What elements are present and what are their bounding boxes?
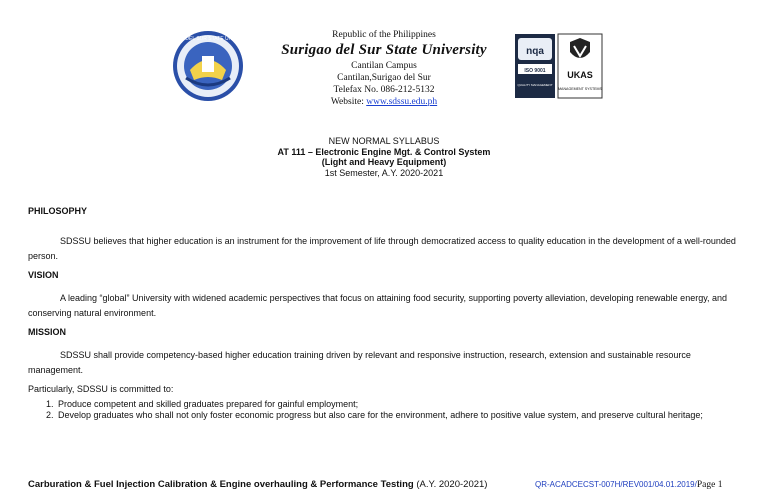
list-item-text: Produce competent and skilled graduates prepared for gainful employment; <box>58 399 359 409</box>
iso-caption: QUALITY MANAGEMENT <box>517 83 553 87</box>
telefax-number: Telefax No. 086-212-5132 <box>333 85 435 95</box>
website-line <box>250 96 518 108</box>
commitment-intro: Particularly, SDSSU is committed to: <box>28 384 174 394</box>
website-link[interactable]: www.sdssu.edu.ph <box>366 97 438 107</box>
vision-heading: VISION <box>28 270 59 280</box>
university-name: Surigao del Sur State University <box>281 42 487 58</box>
mission-text: SDSSU shall provide competency-based higher education training driven by relevant and responsive instruction, research, extension and sustainable resource management. <box>28 350 691 375</box>
footer-academic-year: (A.Y. 2020-2021) <box>413 479 488 490</box>
mission-heading: MISSION <box>28 327 67 337</box>
footer-course-name: Carburation & Fuel Injection Calibration & Engine overhauling & Performance Testing <box>28 479 414 490</box>
seal-text: SURIGAO DEL SUR STATE UNIVERSITY <box>160 36 256 42</box>
list-item <box>28 410 743 421</box>
ukas-certification-logo <box>558 34 602 98</box>
mission-commitment-list <box>28 399 743 420</box>
list-item-text: Develop graduates who shall not only foster economic progress but also care for the environment, adhere to positive value system, and preserve cultural heritage; <box>58 409 703 420</box>
ukas-brand: UKAS <box>567 70 593 80</box>
semester-line: 1st Semester, A.Y. 2020-2021 <box>324 167 444 178</box>
footer-course <box>28 479 487 490</box>
iso-code: ISO 9001 <box>524 68 546 74</box>
nqa-brand: nqa <box>526 46 544 57</box>
website-label: Website: <box>330 97 367 107</box>
university-seal-logo <box>160 30 256 102</box>
philosophy-heading: PHILOSOPHY <box>28 206 88 216</box>
vision-text: A leading “global” University with widened academic perspectives that focus on attaining food security, supporting poverty alleviation, developing renewable energy, and conserving natural environment. <box>28 293 728 318</box>
document-code: QR-ACADCECST-007H/REV001/04.01.2019/ <box>535 480 697 489</box>
ukas-caption: MANAGEMENT SYSTEMS <box>558 87 602 91</box>
course-title: AT 111 – Electronic Engine Mgt. & Control System <box>277 146 491 157</box>
campus-name: Cantilan Campus <box>351 61 417 71</box>
course-subtitle: (Light and Heavy Equipment) <box>321 157 447 167</box>
republic-line: Republic of the Philippines <box>332 30 436 40</box>
syllabus-label: NEW NORMAL SYLLABUS <box>328 136 440 146</box>
philosophy-text: SDSSU believes that higher education is an instrument for the improvement of life through democratized access to quality education in the development of a well-rounded person. <box>28 236 736 261</box>
campus-address: Cantilan,Surigao del Sur <box>337 73 431 83</box>
list-item-number: 2. <box>46 409 54 420</box>
list-item <box>28 399 743 410</box>
page-number: Page 1 <box>696 480 723 490</box>
nqa-iso-certification-logo <box>515 34 555 98</box>
footer-document-code <box>535 480 722 490</box>
list-item-number: 1. <box>46 399 54 409</box>
